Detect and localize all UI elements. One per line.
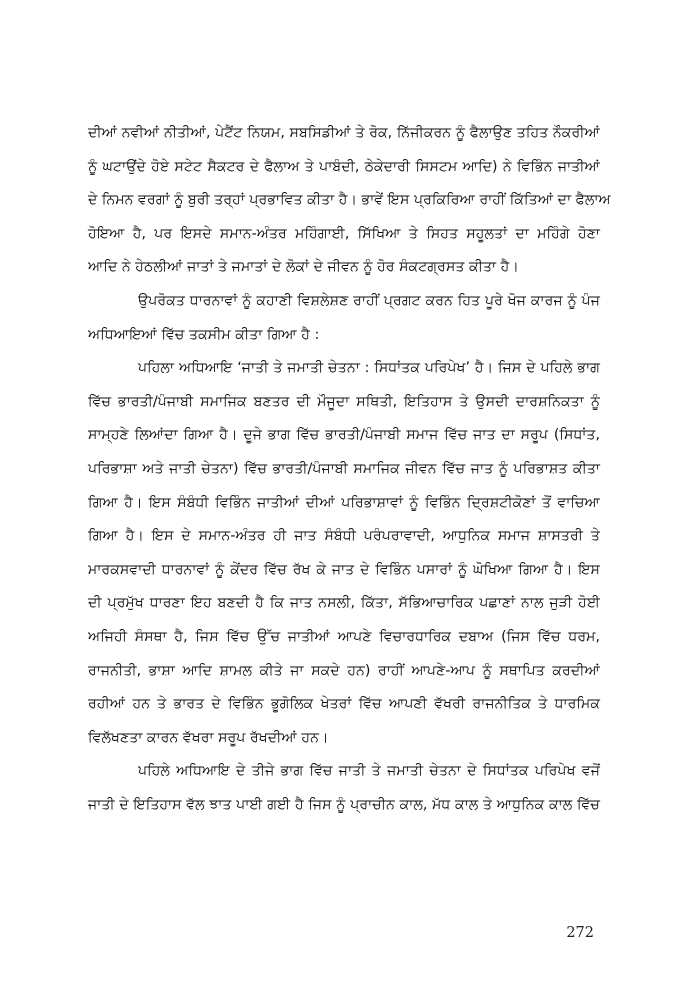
- text-line: ਹੋਇਆ ਹੈ, ਪਰ ਇਸਦੇ ਸਮਾਨ-ਅੰਤਰ ਮਹਿੰਗਾਈ, ਸਿੱਖਿਆ ਤੇ ਸਿਹਤ ਸਹੂਲਤਾਂ ਦਾ ਮਹਿੰਗੇ ਹੋਣਾ: [88, 225, 600, 242]
- page-number: 272: [566, 925, 594, 941]
- text-line: ਰਾਜਨੀਤੀ, ਭਾਸ਼ਾ ਆਦਿ ਸ਼ਾਮਲ ਕੀਤੇ ਜਾ ਸਕਦੇ ਹਨ) ਰਾਹੀਂ ਆਪਣੇ-ਆਪ ਨੂੰ ਸਥਾਪਿਤ ਕਰਦੀਆਂ: [88, 662, 600, 679]
- paragraph-start-line: ਉਪਰੋਕਤ ਧਾਰਨਾਵਾਂ ਨੂੰ ਕਹਾਣੀ ਵਿਸ਼ਲੇਸ਼ਣ ਰਾਹੀਂ ਪ੍ਰਗਟ ਕਰਨ ਹਿਤ ਪੂਰੇ ਖੋਜ ਕਾਰਜ ਨੂੰ ਪੰਜ: [138, 292, 600, 309]
- text-line: ਰਹੀਆਂ ਹਨ ਤੇ ਭਾਰਤ ਦੇ ਵਿਭਿੰਨ ਭੂਗੋਲਿਕ ਖੇਤਰਾਂ ਵਿੱਚ ਆਪਣੀ ਵੱਖਰੀ ਰਾਜਨੀਤਿਕ ਤੇ ਧਾਰਮਿਕ: [88, 696, 600, 713]
- text-line: ਜਾਤੀ ਦੇ ਇਤਿਹਾਸ ਵੱਲ ਝਾਤ ਪਾਈ ਗਈ ਹੈ ਜਿਸ ਨੂੰ ਪ੍ਰਾਚੀਨ ਕਾਲ, ਮੱਧ ਕਾਲ ਤੇ ਆਧੁਨਿਕ ਕਾਲ ਵਿੱਚ: [88, 796, 600, 813]
- text-line: ਪਰਿਭਾਸ਼ਾ ਅਤੇ ਜਾਤੀ ਚੇਤਨਾ) ਵਿੱਚ ਭਾਰਤੀ/ਪੰਜਾਬੀ ਸਮਾਜਿਕ ਜੀਵਨ ਵਿੱਚ ਜਾਤ ਨੂੰ ਪਰਿਭਾਸ਼ਤ ਕੀਤਾ: [88, 460, 600, 477]
- paragraph-end-line: ਅਧਿਆਇਆਂ ਵਿੱਚ ਤਕਸੀਮ ਕੀਤਾ ਗਿਆ ਹੈ :: [88, 326, 320, 343]
- text-line: ਸਾਮ੍ਹਣੇ ਲਿਆਂਦਾ ਗਿਆ ਹੈ। ਦੂਜੇ ਭਾਗ ਵਿੱਚ ਭਾਰਤੀ/ਪੰਜਾਬੀ ਸਮਾਜ ਵਿੱਚ ਜਾਤ ਦਾ ਸਰੂਪ (ਸਿਧਾਂਤ,: [88, 427, 600, 444]
- text-line: ਦੇ ਨਿਮਨ ਵਰਗਾਂ ਨੂੰ ਬੁਰੀ ਤਰ੍ਹਾਂ ਪ੍ਰਭਾਵਿਤ ਕੀਤਾ ਹੈ। ਭਾਵੇਂ ਇਸ ਪ੍ਰਕਿਰਿਆ ਰਾਹੀਂ ਕਿੱਤਿਆਂ ਦਾ ਫੈਲਾਅ: [88, 192, 611, 209]
- paragraph-start-line: ਪਹਿਲੇ ਅਧਿਆਇ ਦੇ ਤੀਜੇ ਭਾਗ ਵਿੱਚ ਜਾਤੀ ਤੇ ਜਮਾਤੀ ਚੇਤਨਾ ਦੇ ਸਿਧਾਂਤਕ ਪਰਿਪੇਖ ਵਜੋਂ: [138, 763, 600, 780]
- paragraph-start-line: ਪਹਿਲਾ ਅਧਿਆਇ ‘ਜਾਤੀ ਤੇ ਜਮਾਤੀ ਚੇਤਨਾ : ਸਿਧਾਂਤਕ ਪਰਿਪੇਖ’ ਹੈ। ਜਿਸ ਦੇ ਪਹਿਲੇ ਭਾਗ: [138, 360, 600, 377]
- text-line: ਗਿਆ ਹੈ। ਇਸ ਸੰਬੰਧੀ ਵਿਭਿੰਨ ਜਾਤੀਆਂ ਦੀਆਂ ਪਰਿਭਾਸ਼ਾਵਾਂ ਨੂੰ ਵਿਭਿੰਨ ਦ੍ਰਿਸ਼ਟੀਕੋਣਾਂ ਤੋਂ ਵਾਚਿਆ: [88, 494, 600, 511]
- paragraph-end-line: ਵਿਲੱਖਣਤਾ ਕਾਰਨ ਵੱਖਰਾ ਸਰੂਪ ਰੱਖਦੀਆਂ ਹਨ।: [88, 729, 329, 746]
- text-line: ਨੂੰ ਘਟਾਉਂਦੇ ਹੋਏ ਸਟੇਟ ਸੈਕਟਰ ਦੇ ਫੈਲਾਅ ਤੇ ਪਾਬੰਦੀ, ਠੇਕੇਦਾਰੀ ਸਿਸਟਮ ਆਦਿ) ਨੇ ਵਿਭਿੰਨ ਜਾਤੀਆਂ: [88, 158, 600, 175]
- text-line: ਅਜਿਹੀ ਸੰਸਥਾ ਹੈ, ਜਿਸ ਵਿੱਚ ਉੱਚ ਜਾਤੀਆਂ ਆਪਣੇ ਵਿਚਾਰਧਾਰਿਕ ਦਬਾਅ (ਜਿਸ ਵਿੱਚ ਧਰਮ,: [88, 628, 600, 645]
- text-line: ਦੀ ਪ੍ਰਮੁੱਖ ਧਾਰਣਾ ਇਹ ਬਣਦੀ ਹੈ ਕਿ ਜਾਤ ਨਸਲੀ, ਕਿੱਤਾ, ਸੱਭਿਆਚਾਰਿਕ ਪਛਾਣਾਂ ਨਾਲ ਜੁੜੀ ਹੋਈ: [88, 595, 600, 612]
- text-line: ਮਾਰਕਸਵਾਦੀ ਧਾਰਨਾਵਾਂ ਨੂੰ ਕੇਂਦਰ ਵਿੱਚ ਰੱਖ ਕੇ ਜਾਤ ਦੇ ਵਿਭਿੰਨ ਪਸਾਰਾਂ ਨੂੰ ਘੋਖਿਆ ਗਿਆ ਹੈ। ਇਸ: [88, 561, 600, 578]
- body-text: [88, 117, 611, 822]
- paragraph-end-line: ਆਦਿ ਨੇ ਹੇਠਲੀਆਂ ਜਾਤਾਂ ਤੇ ਜਮਾਤਾਂ ਦੇ ਲੋਕਾਂ ਦੇ ਜੀਵਨ ਨੂੰ ਹੋਰ ਸੰਕਟਗ੍ਰਸਤ ਕੀਤਾ ਹੈ।: [88, 259, 519, 276]
- text-line: ਗਿਆ ਹੈ। ਇਸ ਦੇ ਸਮਾਨ-ਅੰਤਰ ਹੀ ਜਾਤ ਸੰਬੰਧੀ ਪਰੰਪਰਾਵਾਦੀ, ਆਧੁਨਿਕ ਸਮਾਜ ਸ਼ਾਸਤਰੀ ਤੇ: [88, 528, 600, 545]
- text-line: ਦੀਆਂ ਨਵੀਆਂ ਨੀਤੀਆਂ, ਪੇਟੈਂਟ ਨਿਯਮ, ਸਬਸਿਡੀਆਂ ਤੇ ਰੋਕ, ਨਿੱਜੀਕਰਨ ਨੂੰ ਫੈਲਾਉਣ ਤਹਿਤ ਨੌਕਰੀਆਂ: [88, 125, 600, 141]
- text-line: ਵਿੱਚ ਭਾਰਤੀ/ਪੰਜਾਬੀ ਸਮਾਜਿਕ ਬਣਤਰ ਦੀ ਮੌਜੂਦਾ ਸਥਿਤੀ, ਇਤਿਹਾਸ ਤੇ ਉਸਦੀ ਦਾਰਸ਼ਨਿਕਤਾ ਨੂੰ: [88, 393, 600, 410]
